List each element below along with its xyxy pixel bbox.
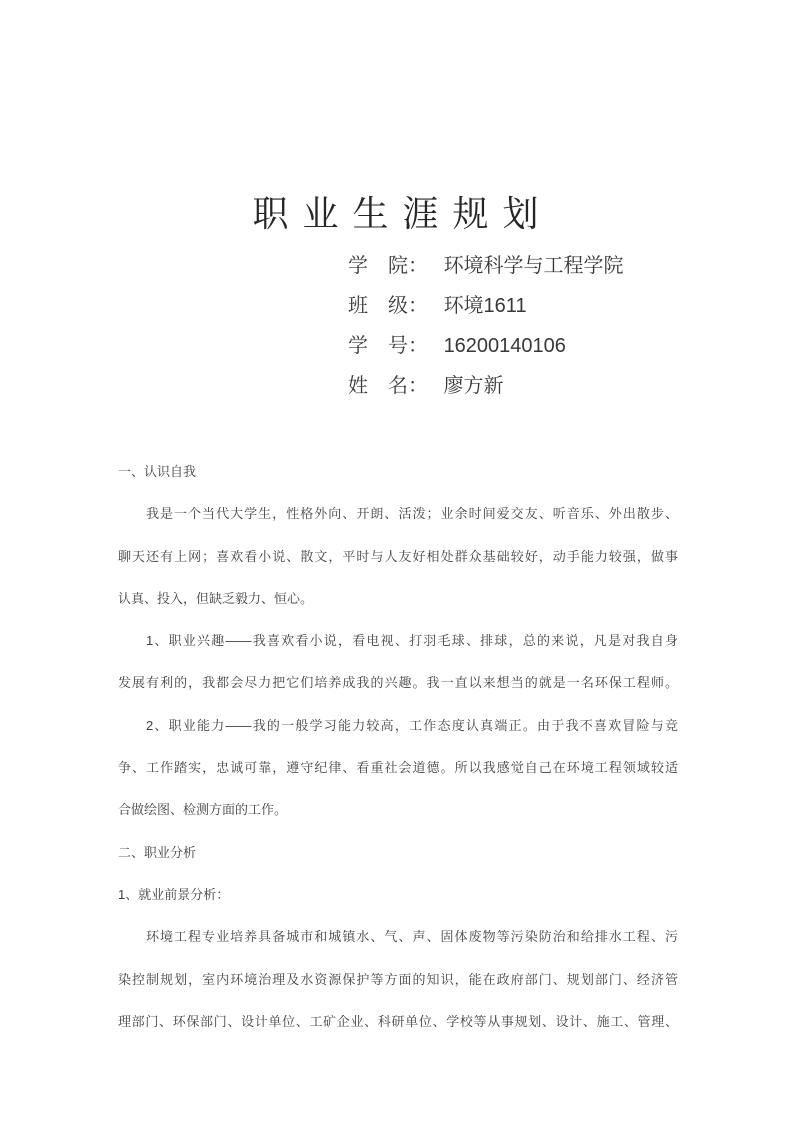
body-line: 发展有利的，我都会尽力把它们培养成我的兴趣。我一直以来想当的就是一名环保工程师。 [118,675,678,691]
body-line: 2、职业能力——我的一般学习能力较高，工作态度认真端正。由于我不喜欢冒险与竞 [145,717,678,733]
body-line: 1、职业兴趣——我喜欢看小说，看电视、打羽毛球、排球，总的来说，凡是对我自身 [145,633,678,649]
body-line: 合做绘图、检测方面的工作。 [118,802,288,818]
body-line: 理部门、环保部门、设计单位、工矿企业、科研单位、学校等从事规划、设计、施工、管理、 [118,1013,678,1029]
document-body [118,451,678,1043]
section-heading-know-myself: 一、认识自我 [118,464,197,479]
subsection-heading-employment-outlook: 1、就业前景分析： [118,886,230,902]
body-line: 环境工程专业培养具备城市和城镇水、气、声、固体废物等污染防治和给排水工程、污 [145,929,678,945]
info-row-college [348,246,624,286]
info-label-college: 学 院： [348,255,428,277]
body-line: 聊天还有上网；喜欢看小说、散文，平时与人友好相处群众基础较好，动手能力较强，做事 [118,548,678,564]
body-line: 争、工作踏实，忠诚可靠，遵守纪律、看重社会道德。所以我感觉自己在环境工程领域较适 [118,760,678,776]
info-label-name: 姓 名： [348,375,428,397]
body-line: 我是一个当代大学生，性格外向、开朗、活泼；业余时间爱交友、听音乐、外出散步、 [145,506,678,522]
section-heading-career-analysis: 二、职业分析 [118,844,197,860]
info-value-college: 环境科学与工程学院 [443,255,624,277]
info-row-student-id [348,326,624,366]
info-value-name: 廖方新 [443,375,504,397]
student-info-block [348,246,624,406]
info-value-class: 环境1611 [443,295,527,317]
info-label-student-id: 学 号： [348,335,428,357]
info-row-name [348,366,624,406]
info-row-class [348,286,624,326]
info-label-class: 班 级： [348,295,428,317]
body-line: 认真、投入，但缺乏毅力、恒心。 [118,590,314,606]
body-line: 染控制规划，室内环境治理及水资源保护等方面的知识，能在政府部门、规划部门、经济管 [118,971,678,987]
info-value-student-id: 16200140106 [443,335,566,357]
document-title: 职 业 生 涯 规 划 [252,193,541,234]
